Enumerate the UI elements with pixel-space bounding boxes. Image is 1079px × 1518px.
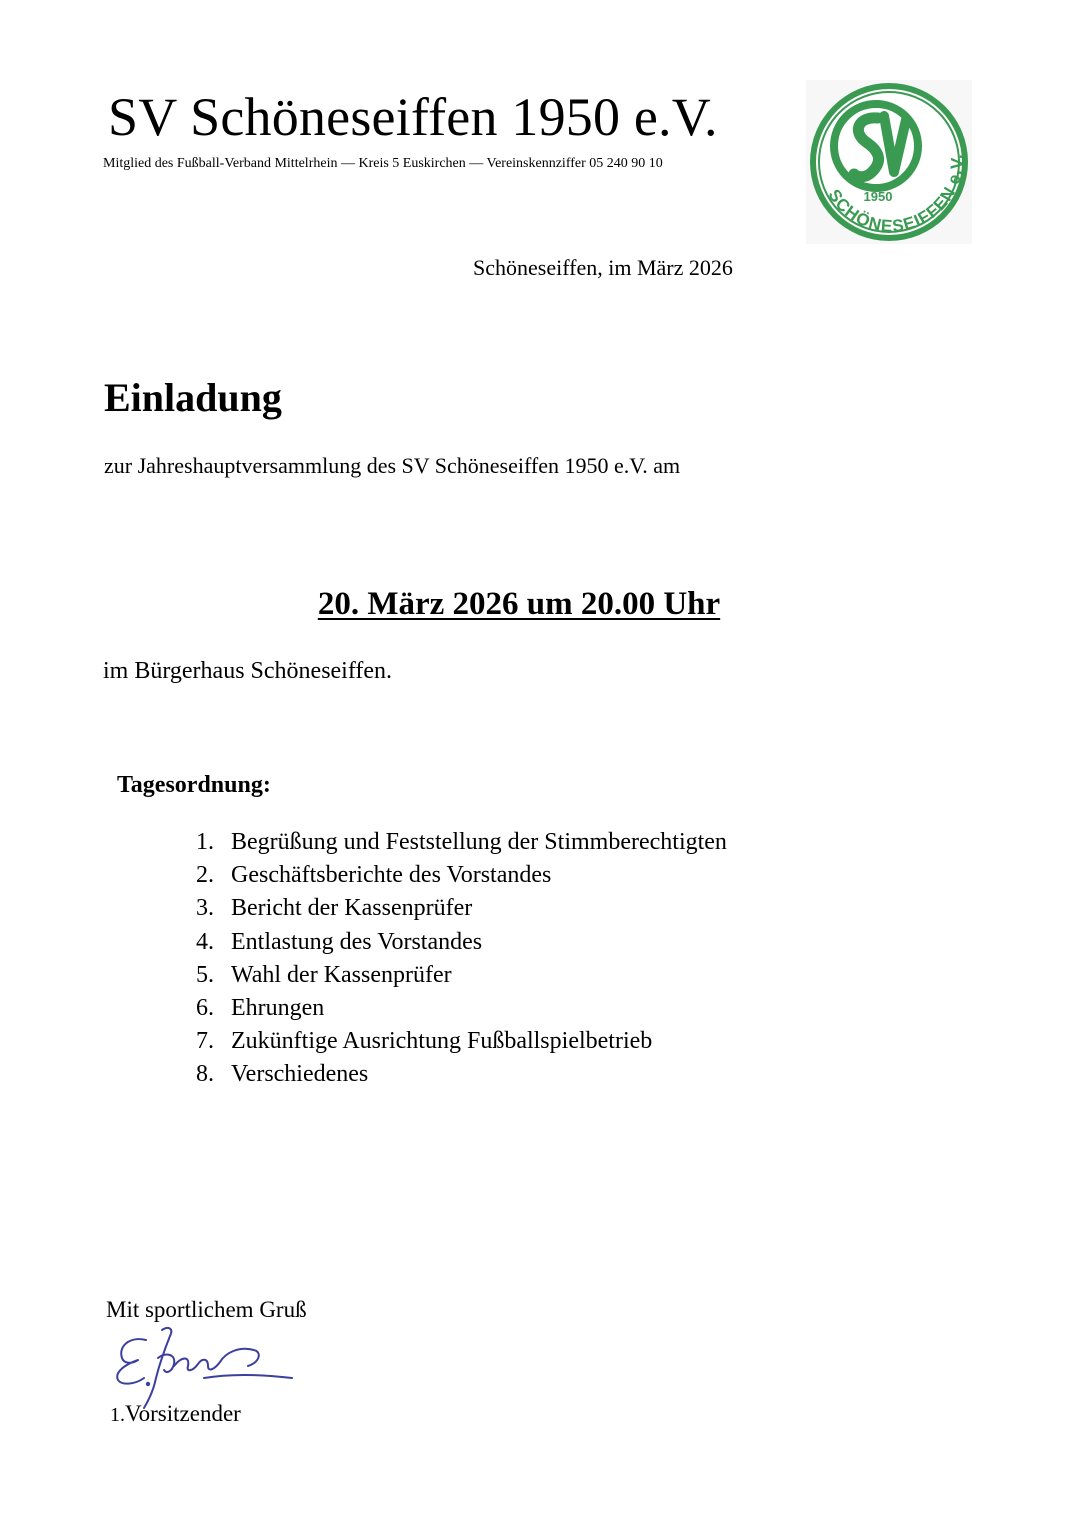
meeting-datetime-text: 20. März 2026 um 20.00 Uhr xyxy=(317,586,721,622)
agenda-item xyxy=(190,959,727,992)
club-subtitle: Mitglied des Fußball-Verband Mittelrhein — Kreis 5 Euskirchen — Vereinskennziffer 05 240 90 10 xyxy=(103,156,663,171)
agenda-item xyxy=(190,826,727,859)
agenda-item-text: Verschiedenes xyxy=(231,1061,369,1088)
meeting-datetime xyxy=(0,583,1038,625)
agenda-item-number: 5. xyxy=(196,961,214,988)
agenda-item-text: Wahl der Kassenprüfer xyxy=(231,961,452,988)
intro-text: zur Jahreshauptversammlung des SV Schöneseiffen 1950 e.V. am xyxy=(104,453,681,478)
agenda-heading: Tagesordnung: xyxy=(117,772,271,798)
agenda-item-number: 8. xyxy=(196,1061,214,1088)
crest-year: 1950 xyxy=(863,189,893,204)
crest-ring-text: SCHÖNESEIFFEN e.V. xyxy=(824,152,967,236)
agenda-list xyxy=(190,826,727,1092)
agenda-item-text: Entlastung des Vorstandes xyxy=(231,928,483,955)
club-crest-icon xyxy=(806,80,972,244)
document-heading: Einladung xyxy=(104,375,282,420)
signatory-role xyxy=(110,1399,241,1430)
agenda-item-text: Ehrungen xyxy=(231,994,325,1021)
agenda-item-text: Bericht der Kassenprüfer xyxy=(231,895,473,922)
agenda-item xyxy=(190,892,727,925)
agenda-item xyxy=(190,926,727,959)
agenda-item-text: Zukünftige Ausrichtung Fußballspielbetrieb xyxy=(231,1028,653,1055)
agenda-item-text: Begrüßung und Feststellung der Stimmberechtigten xyxy=(231,829,727,855)
club-name: SV Schöneseiffen 1950 e.V. xyxy=(108,87,718,147)
agenda-item-number: 2. xyxy=(196,862,214,889)
agenda-item-number: 1. xyxy=(196,829,214,855)
agenda-item-number: 4. xyxy=(196,928,214,955)
agenda-item xyxy=(190,992,727,1025)
closing-greeting: Mit sportlichem Gruß xyxy=(106,1297,307,1322)
meeting-location: im Bürgerhaus Schöneseiffen. xyxy=(103,658,393,684)
agenda-item xyxy=(190,859,727,892)
agenda-item-text: Geschäftsberichte des Vorstandes xyxy=(231,862,552,889)
signatory-role-number: 1. xyxy=(110,1404,125,1426)
place-date: Schöneseiffen, im März 2026 xyxy=(473,255,733,280)
agenda-item-number: 7. xyxy=(196,1028,214,1055)
signatory-role-text: Vorsitzender xyxy=(125,1401,241,1426)
agenda-item-number: 3. xyxy=(196,895,214,922)
agenda-item xyxy=(190,1025,727,1058)
agenda-item-number: 6. xyxy=(196,994,214,1021)
agenda-item xyxy=(190,1058,727,1091)
